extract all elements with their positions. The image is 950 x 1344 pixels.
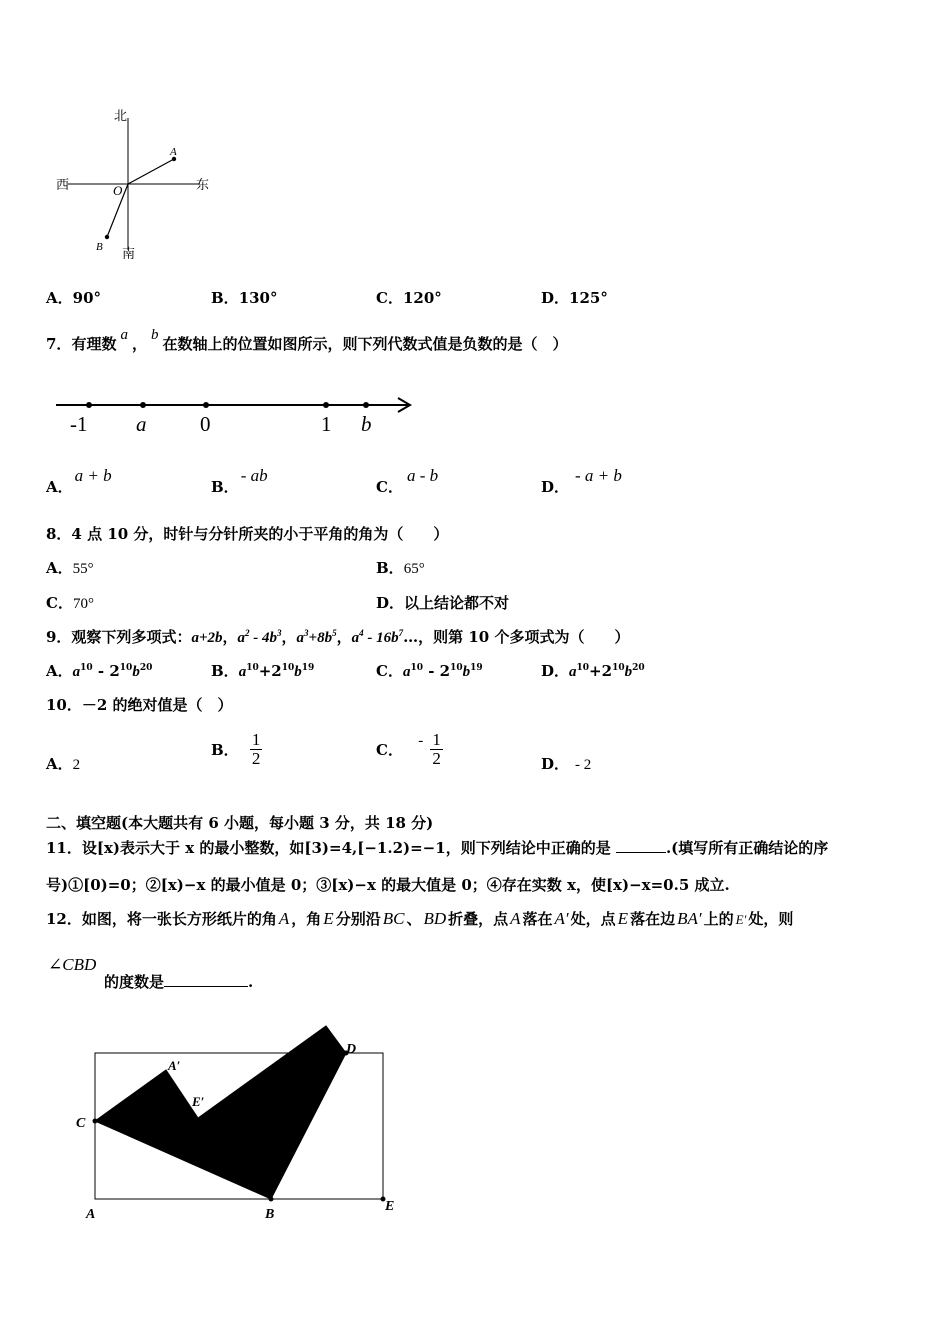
- option-exp: 10: [576, 663, 590, 673]
- q9-option-d[interactable]: [541, 660, 645, 681]
- q8-option-a[interactable]: [46, 557, 94, 578]
- label-b: b: [361, 412, 372, 436]
- q7-pre: 有理数: [71, 335, 117, 353]
- term-base: a: [351, 630, 360, 646]
- answer-blank[interactable]: [164, 986, 248, 987]
- q10-option-d[interactable]: [541, 753, 591, 774]
- option-base: a: [569, 664, 577, 680]
- label-zero: 0: [200, 412, 211, 436]
- option-letter: B．: [211, 662, 239, 680]
- label-minus-one: -1: [70, 412, 88, 436]
- tick-b: [363, 402, 369, 408]
- q9-term-2: [238, 630, 282, 646]
- q9-option-c[interactable]: [376, 660, 483, 681]
- option-value: 55°: [72, 561, 94, 577]
- fraction-numerator: 1: [251, 730, 261, 749]
- q7-post: 在数轴上的位置如图所示，则下列代数式值是负数的是（ ）: [162, 335, 568, 353]
- q8-option-b[interactable]: [376, 557, 425, 578]
- term-exp: 3: [304, 628, 309, 638]
- option-mid: +2: [258, 662, 282, 680]
- option-exp: 19: [470, 663, 483, 673]
- term-exp: 5: [332, 628, 337, 638]
- q11-line-1: [46, 837, 828, 858]
- q11-line-2: 号)①[0)=0；②[x)−x 的最小值是 0；③[x)−x 的最大值是 0；④存在实数 x，使[x)−x=0.5 成立.: [46, 876, 730, 894]
- math-ba-prime: BA′: [677, 909, 702, 928]
- option-base: b: [624, 664, 633, 680]
- option-letter: D．: [541, 662, 570, 680]
- option-expr: - ab: [240, 466, 268, 485]
- q7-stem: [46, 327, 568, 354]
- math-e: E: [323, 909, 334, 928]
- q11-tail: .(填写所有正确结论的序: [665, 839, 829, 857]
- north-label: 北: [114, 108, 128, 123]
- option-value: 70°: [72, 596, 94, 612]
- label-b: B: [265, 1207, 275, 1222]
- option-letter: B．: [211, 289, 239, 307]
- q10-stem: 10．－2 的绝对值是（ ）: [46, 696, 233, 714]
- term-exp: 3: [277, 628, 282, 638]
- south-label: 南: [122, 246, 136, 261]
- compass-figure: [50, 100, 230, 270]
- option-value: 2: [72, 757, 81, 773]
- q7-option-b[interactable]: [211, 466, 268, 497]
- option-value: 90°: [72, 289, 102, 307]
- q12-text: 折叠，点: [448, 910, 509, 928]
- fraction: [430, 731, 443, 768]
- tick-a: [140, 402, 146, 408]
- term-mid: - 4b: [249, 630, 278, 646]
- option-value: 125°: [569, 289, 608, 307]
- label-a-prime: A′: [168, 1058, 181, 1073]
- option-expr: a + b: [74, 466, 112, 485]
- q7-option-d[interactable]: [541, 466, 622, 497]
- option-letter: A．: [46, 559, 73, 577]
- option-letter: C．: [376, 741, 403, 759]
- q9-sep: ，: [336, 628, 352, 646]
- term-mid: +8b: [308, 630, 333, 646]
- term-exp: 4: [359, 628, 364, 638]
- term-mid: - 16b: [363, 630, 399, 646]
- q9-term-1: a+2b: [191, 630, 223, 646]
- math-a: A: [278, 909, 290, 928]
- q9-suffix: …，则第 10 个多项式为（ ）: [403, 628, 630, 646]
- option-expr: - a + b: [575, 466, 622, 485]
- q12-line-2: [104, 971, 253, 992]
- math-a-prime: A′: [554, 909, 569, 928]
- option-value: 130°: [238, 289, 278, 307]
- option-letter: D．: [541, 478, 570, 496]
- fraction-denominator: 2: [432, 749, 441, 768]
- q9-option-b[interactable]: [211, 660, 314, 681]
- option-letter: A．: [46, 289, 73, 307]
- label-a: a: [136, 412, 147, 436]
- q7-comma: ，: [131, 335, 147, 353]
- option-letter: D．: [376, 594, 405, 612]
- label-e-prime: E′: [192, 1094, 205, 1109]
- q9-term-3: [297, 630, 337, 646]
- option-base: a: [72, 664, 81, 680]
- term-exp: 7: [398, 628, 404, 638]
- term-base: a: [296, 630, 305, 646]
- point-b-dot: [269, 1197, 274, 1202]
- option-letter: A．: [46, 755, 73, 773]
- option-base: b: [294, 664, 302, 680]
- folding-figure: [70, 1018, 410, 1228]
- option-letter: B．: [211, 741, 239, 759]
- angle-cbd: ∠CBD: [48, 955, 97, 974]
- label-d: D: [346, 1042, 357, 1057]
- option-exp: 20: [632, 663, 645, 673]
- q9-prefix: 9．观察下列多项式：: [46, 628, 192, 646]
- q9-term-4: [352, 630, 404, 646]
- fraction: [250, 731, 263, 768]
- q6-option-d[interactable]: [541, 287, 608, 308]
- west-label: 西: [56, 177, 70, 192]
- tick-one: [323, 402, 329, 408]
- math-e: E: [617, 909, 629, 928]
- option-letter: C．: [376, 478, 403, 496]
- q7-option-a[interactable]: [46, 466, 112, 497]
- math-bd: BD: [423, 909, 447, 928]
- option-exp: 19: [301, 663, 315, 673]
- q12-text: 落在: [522, 910, 553, 928]
- q12-text: 的度数是: [104, 973, 165, 991]
- q12-text: 落在边: [630, 910, 676, 928]
- label-one: 1: [321, 412, 332, 436]
- math-a: A: [510, 909, 521, 928]
- q12-text: 、: [406, 910, 422, 928]
- east-label: 东: [196, 177, 210, 192]
- point-c-dot: [93, 1119, 98, 1124]
- option-exp: 20: [139, 663, 153, 673]
- option-letter: A．: [46, 478, 73, 496]
- option-letter: B．: [376, 559, 404, 577]
- q8-option-d[interactable]: [376, 592, 509, 613]
- option-base: a: [402, 664, 411, 680]
- option-expr: a - b: [406, 466, 439, 485]
- origin-label: O: [113, 183, 123, 198]
- label-c: C: [76, 1116, 86, 1131]
- fraction-numerator: 1: [432, 730, 441, 749]
- option-letter: C．: [376, 289, 403, 307]
- option-value: - 2: [575, 757, 592, 773]
- q10-option-a[interactable]: [46, 753, 80, 774]
- label-a: A: [86, 1207, 96, 1222]
- term-exp: 2: [245, 628, 250, 638]
- q6-option-b[interactable]: [211, 287, 278, 308]
- q12-text: 分别沿: [335, 910, 381, 928]
- point-a-label: A: [170, 146, 177, 158]
- fraction-denominator: 2: [251, 749, 261, 768]
- option-letter: C．: [376, 662, 403, 680]
- option-base: a: [238, 664, 247, 680]
- tick-zero: [203, 402, 209, 408]
- option-letter: D．: [541, 289, 570, 307]
- option-exp: 10: [450, 663, 463, 673]
- q8-option-c[interactable]: [46, 592, 94, 613]
- option-letter: D．: [541, 755, 570, 773]
- q12-end: .: [248, 973, 254, 991]
- q9-option-a[interactable]: [46, 660, 152, 681]
- q7-var-b: b: [150, 327, 159, 343]
- q10-option-b[interactable]: [211, 731, 262, 768]
- option-letter: B．: [211, 478, 239, 496]
- math-e-prime: E′: [735, 912, 747, 927]
- fraction-sign: -: [418, 733, 424, 749]
- option-value: 以上结论都不对: [404, 594, 510, 612]
- option-exp: 10: [80, 663, 93, 673]
- option-base: b: [462, 664, 471, 680]
- q12-text: 上的: [703, 910, 734, 928]
- q9-sep: ，: [281, 628, 297, 646]
- option-mid: - 2: [422, 662, 451, 680]
- option-value: 120°: [402, 289, 442, 307]
- option-exp: 10: [246, 663, 259, 673]
- q8-stem: 8．4 点 10 分，时针与分针所夹的小于平角的角为（ ）: [46, 525, 449, 543]
- option-exp: 10: [410, 663, 423, 673]
- q12-text: 处，则: [748, 910, 794, 928]
- q6-option-a[interactable]: [46, 287, 101, 308]
- q12-text: 12．如图，将一张长方形纸片的角: [46, 910, 277, 928]
- q7-option-c[interactable]: [376, 466, 439, 497]
- option-exp: 10: [281, 663, 295, 673]
- ray-oa: [128, 159, 174, 184]
- option-mid: - 2: [92, 662, 120, 680]
- option-exp: 10: [119, 663, 133, 673]
- q10-option-c[interactable]: [376, 731, 443, 768]
- math-bc: BC: [382, 909, 405, 928]
- answer-blank[interactable]: [616, 852, 666, 853]
- q9-sep: ，: [222, 628, 238, 646]
- option-letter: C．: [46, 594, 73, 612]
- point-b-dot: [105, 235, 109, 239]
- q6-option-c[interactable]: [376, 287, 442, 308]
- tick-minus-one: [86, 402, 92, 408]
- option-letter: A．: [46, 662, 73, 680]
- q11-text: 11．设[x)表示大于 x 的最小整数，如[3)=4,[−1.2)=−1，则下列结论中正确的是: [46, 839, 611, 857]
- q12-stem: [46, 908, 793, 929]
- option-base: b: [132, 664, 140, 680]
- section-2-title: 二、填空题(本大题共有 6 小题，每小题 3 分，共 18 分): [46, 814, 434, 832]
- number-line: [50, 390, 420, 440]
- option-mid: +2: [589, 662, 613, 680]
- q12-text: 处，点: [570, 910, 616, 928]
- point-b-label: B: [96, 241, 103, 253]
- option-value: 65°: [403, 561, 425, 577]
- q9-stem: [46, 626, 629, 647]
- option-exp: 10: [612, 663, 625, 673]
- label-e: E: [385, 1199, 395, 1214]
- term-base: a: [237, 630, 246, 646]
- q12-text: ，角: [291, 910, 322, 928]
- folded-shape: [95, 1026, 346, 1199]
- q7-number: 7．: [46, 335, 72, 353]
- q7-var-a: a: [120, 327, 128, 343]
